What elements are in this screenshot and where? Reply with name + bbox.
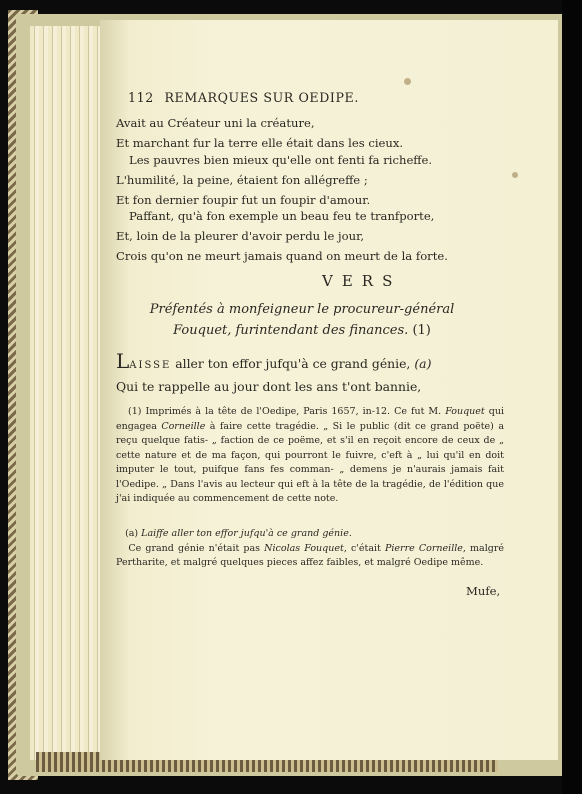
poem-line: Les pauvres bien mieux qu'elle ont fenti fa richeffe.: [129, 153, 433, 167]
poem-line: Et fon dernier foupir fut un foupir d'amour.: [116, 193, 371, 207]
small-caps-word: AISSE: [129, 360, 172, 371]
poem-line: Crois qu'on ne meurt jamais quand on meurt de la forte.: [116, 249, 448, 263]
poem-line: Paffant, qu'à fon exemple un beau feu te tranfporte,: [129, 209, 435, 223]
poem-stanza: [116, 150, 432, 210]
page-stack-edges: [30, 26, 110, 760]
paper-stain: [404, 78, 411, 85]
poem-line: Et, loin de la pleurer d'avoir perdu le jour,: [116, 229, 365, 243]
footnote-text: Imprimés à la tête de l'Oedipe, Paris 1657, in-12. Ce fut M.: [141, 406, 446, 417]
footnote-marker: (a): [125, 528, 139, 539]
subtitle-line: Préfentés à monfeigneur le procureur-général: [149, 302, 455, 317]
section-subtitle: [116, 299, 488, 341]
page-number: 112: [128, 90, 154, 105]
footnote-text: qui engagea: [116, 406, 504, 432]
footnote-text: Ce grand génie n'était pas: [128, 542, 265, 554]
running-title: REMARQUES SUR OEDIPE.: [164, 90, 359, 105]
footnote-name: Fouquet: [445, 406, 485, 417]
footnote-marker: (1): [128, 406, 142, 417]
catchword: Mufe,: [466, 584, 501, 598]
opening-line-text: aller ton effor jufqu'à ce grand génie,: [171, 356, 411, 371]
section-title: VERS: [322, 272, 402, 290]
poem-line: Et marchant fur la terre elle était dans les cieux.: [116, 136, 404, 150]
opening-line-1: [116, 351, 431, 376]
subtitle-text: Fouquet, furintendant des finances.: [173, 323, 409, 338]
footnote-text: , c'était: [343, 542, 385, 554]
drop-cap: L: [116, 349, 130, 373]
footnote-name: Pierre Corneille: [385, 542, 463, 554]
poem-stanza: [116, 113, 403, 153]
footnote-text: à faire cette tragédie. „ Si le public (dit ce grand poëte) a reçu quelque fatis- „ faction de ce poëme, et s'il en reçoit encore de ceux de „ cette nature et de ma façon, qui pourront le fuivre, c'eft à „ lui qu'il en doit imputer le tout, puifque fans fes comman- „ demens je n'aurais jamais fait l'Oedipe. „ Dans l'avis au lecteur qui eft à la tête de la tragédie, de l'édition que j'ai indiquée au commencement de cette note.: [116, 420, 505, 504]
poem-line: Avait au Créateur uni la créature,: [116, 116, 315, 130]
footnote-ref: (1): [412, 323, 431, 338]
opening-line-2: Qui te rappelle au jour dont les ans t'ont bannie,: [116, 379, 422, 394]
footnote-quote: Laiffe aller ton effor jufqu'à ce grand génie.: [141, 528, 352, 539]
dark-background-edge: [562, 0, 582, 794]
opening-verse: [116, 351, 431, 397]
poem-stanza: [116, 206, 448, 266]
footnote-1: [116, 405, 504, 507]
poem-line: L'humilité, la peine, étaient fon allégreffe ;: [116, 173, 368, 187]
subtitle-line-2: [116, 320, 488, 341]
running-header: [128, 90, 463, 105]
footnote-name: Corneille: [161, 420, 206, 432]
paper-stain: [512, 172, 518, 178]
footnote-name: Nicolas Fouquet: [264, 542, 344, 554]
footnote-text: , malgré Pertharite, et malgré quelques pieces affez faibles, et malgré Oedipe même.: [116, 542, 504, 568]
footnote-ref: (a): [414, 356, 432, 371]
footnote-a: [116, 527, 504, 571]
